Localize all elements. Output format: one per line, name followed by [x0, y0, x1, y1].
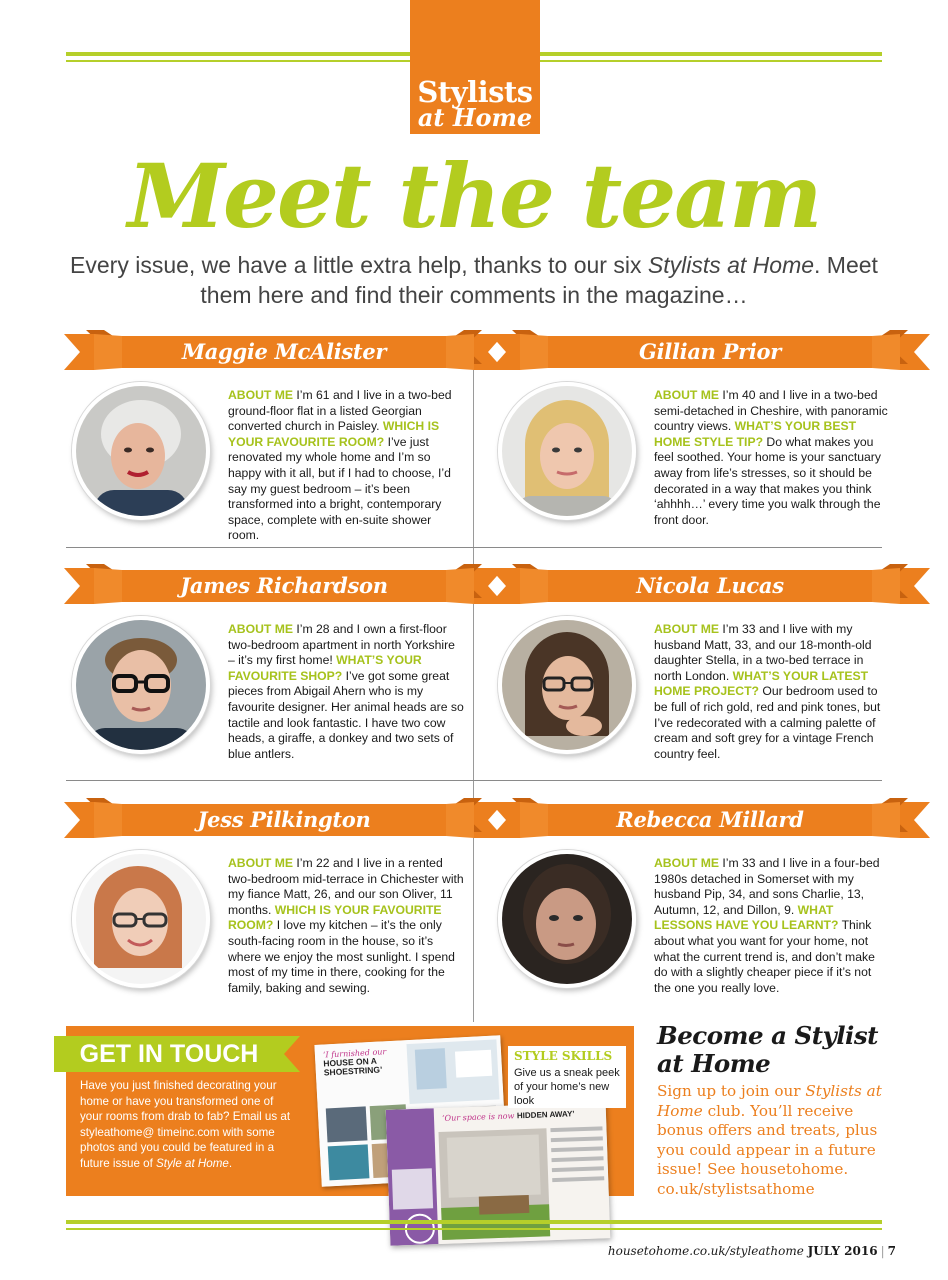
- thumbnail-bold: HOUSE ON A SHOESTRING’: [323, 1055, 383, 1078]
- name-banner: [64, 798, 504, 842]
- bio-answer: I’ve got some great pieces from Abigail Ahern who is my favourite designer. Her animal heads are so tactile and look fantastic. I have two cow heads, a giraffe, a donkey and two sets of blue antlers.: [228, 668, 464, 761]
- stylists-at-home-badge: [410, 0, 540, 134]
- stylist-photo: [498, 382, 636, 520]
- bio-question: WHICH IS YOUR FAVOURITE ROOM?: [228, 419, 440, 449]
- name-banner: [490, 330, 930, 374]
- page-footer: housetohome.co.uk/styleathome JULY 2016 | 7: [607, 1244, 896, 1258]
- stylist-name: James Richardson: [180, 573, 388, 598]
- bio-answer: I’m 33 and I live in a four-bed 1980s detached in Somerset with my husband Pip, 34, and sons Charlie, 13, Autumn, 12, and Dillon, 9.: [654, 856, 880, 917]
- stylist-bio: [654, 622, 890, 762]
- stylist-name: Maggie McAlister: [181, 339, 387, 364]
- bio-question: ABOUT ME: [654, 856, 719, 870]
- portrait-icon: [502, 620, 632, 750]
- badge-line-2: at Home: [417, 103, 533, 132]
- style-skills-text: Give us a sneak peek of your home’s new look: [514, 1067, 620, 1107]
- thumbnail-headline: [323, 1046, 406, 1077]
- stylist-name: Rebecca Millard: [616, 807, 804, 832]
- bio-answer: I’ve just renovated my whole home and I’m so happy with it all, but if I had to choose, I’d say my guest bedroom – it’s been transformed into a bright, contemporary space, complete with en-suite shower room.: [228, 434, 451, 543]
- bio-question: WHICH IS YOUR FAVOURITE ROOM?: [228, 902, 442, 933]
- intro-part-1: Every issue, we have a little extra help, thanks to our six: [70, 252, 648, 278]
- intro-italic: Stylists at Home: [647, 252, 815, 278]
- touch-text-2: .: [228, 1156, 233, 1170]
- style-skills-box: [508, 1046, 626, 1108]
- intro-part-2: . Meet them here and find their comments in the magazine…: [200, 252, 878, 308]
- become-italic: Stylists at Home: [657, 1082, 882, 1120]
- bio-answer: I’m 22 and I live in a rented two-bedroom mid-terrace in Chichester with my fiance Matt, 26, and our son Oliver, 11 months.: [228, 856, 464, 917]
- portrait-icon: [76, 620, 206, 750]
- stylist-bio: [228, 856, 464, 996]
- intro-text: [70, 250, 878, 310]
- stylist-photo: [498, 616, 636, 754]
- stylist-profile: [64, 564, 504, 794]
- stylist-bio: [654, 856, 890, 996]
- touch-text-1: Have you just finished decorating your home or have you transformed one of your rooms from drab to fab? Email us at styleathome@ timeinc.com with some photos and you could be featured in a future issue of: [80, 1079, 291, 1170]
- magazine-spread-icon: [386, 1102, 611, 1246]
- touch-text-italic: Style at Home: [156, 1156, 229, 1170]
- bio-question: ABOUT ME: [654, 622, 719, 636]
- top-rule-right-thin: [540, 60, 882, 62]
- name-banner: [490, 798, 930, 842]
- stylist-name: Gillian Prior: [638, 339, 782, 364]
- stylist-photo: [72, 616, 210, 754]
- portrait-icon: [502, 386, 632, 516]
- top-rule-left-thin: [66, 60, 410, 62]
- portrait-icon: [76, 854, 206, 984]
- bio-question: ABOUT ME: [654, 388, 719, 402]
- style-skills-title: STYLE SKILLS: [514, 1049, 613, 1063]
- stylist-profile: [490, 564, 930, 794]
- stylist-name: Jess Pilkington: [197, 807, 371, 832]
- bio-question: WHAT’S YOUR LATEST HOME PROJECT?: [654, 668, 869, 699]
- stylist-bio: [228, 388, 464, 544]
- stylist-profile: [490, 330, 930, 560]
- become-text-1: Sign up to join our: [657, 1082, 806, 1100]
- bio-question: WHAT LESSONS HAVE YOU LEARNT?: [654, 902, 839, 933]
- top-rule-right: [540, 52, 882, 56]
- page-number: 7: [887, 1244, 896, 1258]
- stylist-profile: [64, 330, 504, 560]
- portrait-icon: [502, 854, 632, 984]
- bio-question: WHAT’S YOUR BEST HOME STYLE TIP?: [654, 419, 857, 449]
- get-in-touch-flag: [54, 1036, 300, 1072]
- thumbnail-script: ‘Our space is now: [441, 1111, 515, 1123]
- stylist-bio: [228, 622, 464, 762]
- bio-answer: I’m 40 and I live in a two-bed semi-detached in Cheshire, with panoramic country views.: [654, 388, 888, 434]
- stylist-name: Nicola Lucas: [636, 573, 784, 598]
- bio-answer: I’m 33 and I live with my husband Matt, 33, and our 18-month-old daughter Stella, in a two-bed terrace in north London.: [654, 622, 872, 683]
- thumbnail-bold: HIDDEN AWAY’: [516, 1109, 575, 1121]
- stylist-profile: [64, 798, 504, 1028]
- become-stylist-title: Become a Stylist at Home: [657, 1021, 878, 1078]
- get-in-touch-text: [80, 1078, 294, 1172]
- name-banner: [490, 564, 930, 608]
- bio-answer: I love my kitchen – it’s the only south-facing room in the house, so it’s where we enjoy the most sunlight. I spend most of my time in there, cooking for the family, baking and sewing.: [228, 918, 455, 995]
- top-rule-left: [66, 52, 410, 56]
- name-banner: [64, 564, 504, 608]
- magazine-thumbnail: [386, 1102, 611, 1246]
- stylist-photo: [498, 850, 636, 988]
- footer-url: housetohome.co.uk/styleathome: [607, 1244, 804, 1258]
- become-stylist-text: [657, 1082, 889, 1200]
- stylist-photo: [72, 850, 210, 988]
- stylist-profile: [490, 798, 930, 1028]
- bio-answer: I’m 61 and I live in a two-bed ground-floor flat in a listed Georgian converted church in Paisley.: [228, 388, 452, 434]
- get-in-touch-title: GET IN TOUCH: [79, 1040, 259, 1068]
- bio-answer: I’m 28 and I own a first-floor two-bedroom apartment in north Yorkshire – it’s my first home!: [228, 622, 455, 668]
- bio-question: ABOUT ME: [228, 622, 293, 636]
- badge-line-1: Stylists: [417, 75, 533, 109]
- bio-answer: Our bedroom used to be full of rich gold, red and pink tones, but I’ve redecorated with a calming palette of cream and soft grey for a vintage French country feel.: [654, 684, 881, 761]
- name-banner: [64, 330, 504, 374]
- bio-question: WHAT’S YOUR FAVOURITE SHOP?: [228, 653, 422, 683]
- stylist-photo: [72, 382, 210, 520]
- bio-question: ABOUT ME: [228, 388, 293, 402]
- bottom-rule-thin: [66, 1228, 882, 1230]
- bio-answer: Do what makes you feel soothed. Your home is your sanctuary away from life’s stresses, so it should be decorated in a way that makes you think ‘ahhhh…’ every time you walk through the front door.: [654, 434, 881, 527]
- portrait-icon: [76, 386, 206, 516]
- become-text-2: club. You’ll receive bonus offers and treats, plus you could appear in a future issue! See housetohome. co.uk/stylistsathome: [657, 1101, 878, 1198]
- bio-question: ABOUT ME: [228, 856, 293, 870]
- footer-issue: JULY 2016: [807, 1244, 878, 1258]
- stylist-bio: [654, 388, 890, 528]
- page-title: Meet the team: [127, 144, 821, 248]
- bottom-rule: [66, 1220, 882, 1224]
- thumbnail-script: ‘I furnished our: [322, 1047, 387, 1060]
- bio-answer: Think about what you want for your home, not what the current trend is, and don’t make do with a slightly cheaper piece if it’s not the one you really love.: [654, 918, 875, 995]
